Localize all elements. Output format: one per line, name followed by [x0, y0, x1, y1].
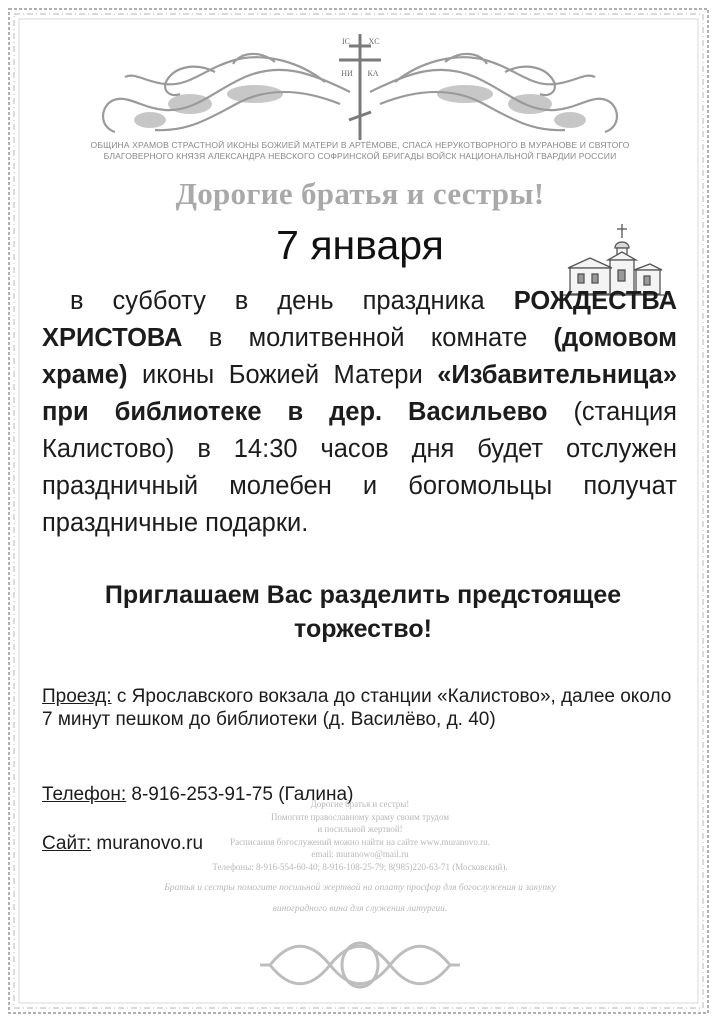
site-label: Сайт:: [42, 833, 92, 854]
route-text: с Ярославского вокзала до станции «Калистово», далее около 7 минут пешком до библиотеки (д. Василёво, д. 40): [42, 686, 672, 730]
background-watermark: [125, 798, 595, 916]
watermark-line-7: Братья и сестры помогите посильной жертвой на оплату просфор для богослужения и закупку: [164, 882, 556, 893]
header-ornament: [95, 32, 625, 144]
announcement-text-4: (станция Калистово) в 14:30 часов дня будет отслужен праздничный молебен и богомольцы получат праздничные подарки.: [42, 398, 677, 537]
watermark-line-6: Телефоны: 8-916-554-60-40; 8-916-108-25-79; 8(985)220-63-71 (Московский).: [212, 861, 508, 872]
route-label: Проезд:: [42, 686, 112, 707]
route-info: [42, 685, 672, 731]
invitation: [48, 578, 678, 646]
icon-and-location: «Избавительница» при библиотеке в дер. Васильево: [42, 361, 677, 426]
watermark-line-3: и посильной жертвой!: [317, 824, 403, 835]
knot-ornament: [260, 935, 460, 995]
phone-label: Телефон:: [42, 784, 127, 805]
cross-inscription-ni: НИ: [341, 69, 353, 78]
invitation-line-2: торжество!: [294, 615, 432, 643]
chapel-note: (домовом храме): [42, 324, 678, 389]
site-link[interactable]: muranovo.ru: [96, 833, 204, 854]
date-heading: 7 января: [276, 222, 444, 268]
invitation-line-1: Приглашаем Вас разделить предстоящее: [104, 581, 622, 609]
announcement-text-2: в молитвенной комнате: [208, 324, 528, 352]
organization-line-1: ОБЩИНА ХРАМОВ СТРАСТНОЙ ИКОНЫ БОЖИЕЙ МАТЕРИ В АРТЁМОВЕ, СПАСА НЕРУКОТВОРНОГО В МУРАНОВЕ И СВЯТОГО: [90, 140, 630, 150]
greeting-heading: Дорогие братья и сестры!: [175, 176, 545, 211]
watermark-line-5: email: muranowo@mail.ru: [311, 849, 409, 860]
phone-number[interactable]: 8-916-253-91-75 (Галина): [131, 784, 354, 805]
cross-inscription-xc: XC: [368, 37, 380, 46]
watermark-line-4: Расписания богослужений можно найти на сайте www.muranovo.ru.: [230, 836, 490, 847]
watermark-line-2: Помогите православному храму своим трудом: [270, 811, 450, 822]
announcement-text-1: в субботу в день праздника: [70, 287, 485, 315]
holiday-name: РОЖДЕСТВА ХРИСТОВА: [42, 287, 677, 352]
announcement-paragraph: [42, 283, 677, 542]
watermark-line-1: Дорогие братья и сестры!: [310, 799, 410, 809]
watermark-line-8: виноградного вина для служения литургии.: [272, 903, 448, 914]
cross-inscription-ka: КА: [367, 69, 379, 78]
cross-inscription-ic: IC: [342, 37, 350, 46]
announcement-text-3: иконы Божией Матери: [141, 361, 423, 389]
organization-line-2: БЛАГОВЕРНОГО КНЯЗЯ АЛЕКСАНДРА НЕВСКОГО СОФРИНСКОЙ БРИГАДЫ ВОЙСК НАЦИОНАЛЬНОЙ ГВАРДИИ РОССИИ: [103, 151, 617, 161]
